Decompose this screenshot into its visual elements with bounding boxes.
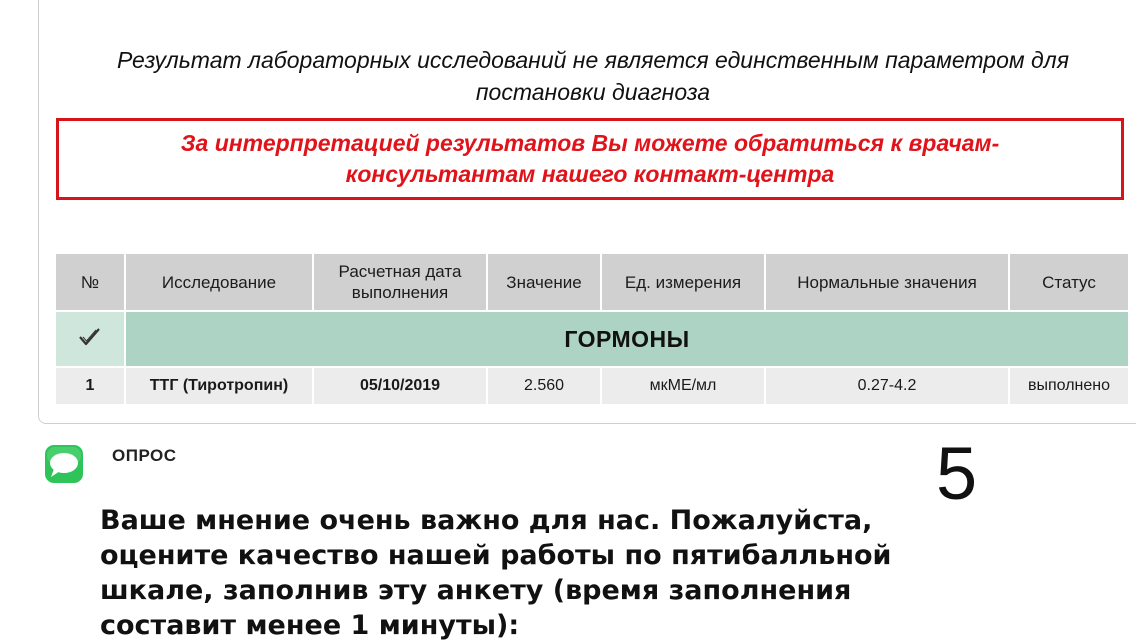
row-unit: мкМЕ/мл — [602, 368, 764, 404]
header-unit: Ед. измерения — [602, 254, 764, 310]
rating-number: 5 — [936, 432, 978, 515]
group-row — [56, 312, 1128, 366]
notice-text: За интерпретацией результатов Вы можете обратиться к врачам-консультантам нашего контакт-центра — [180, 130, 1000, 187]
interpretation-notice — [56, 118, 1124, 200]
header-value: Значение — [488, 254, 600, 310]
header-norm: Нормальные значения — [766, 254, 1008, 310]
disclaimer-text: Результат лабораторных исследований не является единственным параметром для постановки диагноза — [116, 47, 1070, 105]
results-table — [54, 252, 1130, 406]
header-date: Расчетная дата выполнения — [314, 254, 486, 310]
table-header-row — [56, 254, 1128, 310]
header-num: № — [56, 254, 124, 310]
table-row — [56, 368, 1128, 404]
row-norm: 0.27-4.2 — [766, 368, 1008, 404]
header-status: Статус — [1010, 254, 1128, 310]
header-study: Исследование — [126, 254, 312, 310]
row-num: 1 — [56, 368, 124, 404]
chat-bubble-icon — [44, 444, 84, 484]
poll-label: ОПРОС — [112, 446, 177, 465]
row-value: 2.560 — [488, 368, 600, 404]
group-select-cell[interactable] — [56, 312, 124, 366]
poll-question: Ваше мнение очень важно для нас. Пожалуйста, оцените качество нашей работы по пятибалльной шкале, заполнив эту анкету (время заполнения составит менее 1 минуты): — [100, 505, 892, 641]
row-study: ТТГ (Тиротропин) — [126, 368, 312, 404]
row-status: выполнено — [1010, 368, 1128, 404]
group-name: ГОРМОНЫ — [126, 312, 1128, 366]
row-date: 05/10/2019 — [314, 368, 486, 404]
checkmark-icon[interactable] — [78, 326, 102, 348]
